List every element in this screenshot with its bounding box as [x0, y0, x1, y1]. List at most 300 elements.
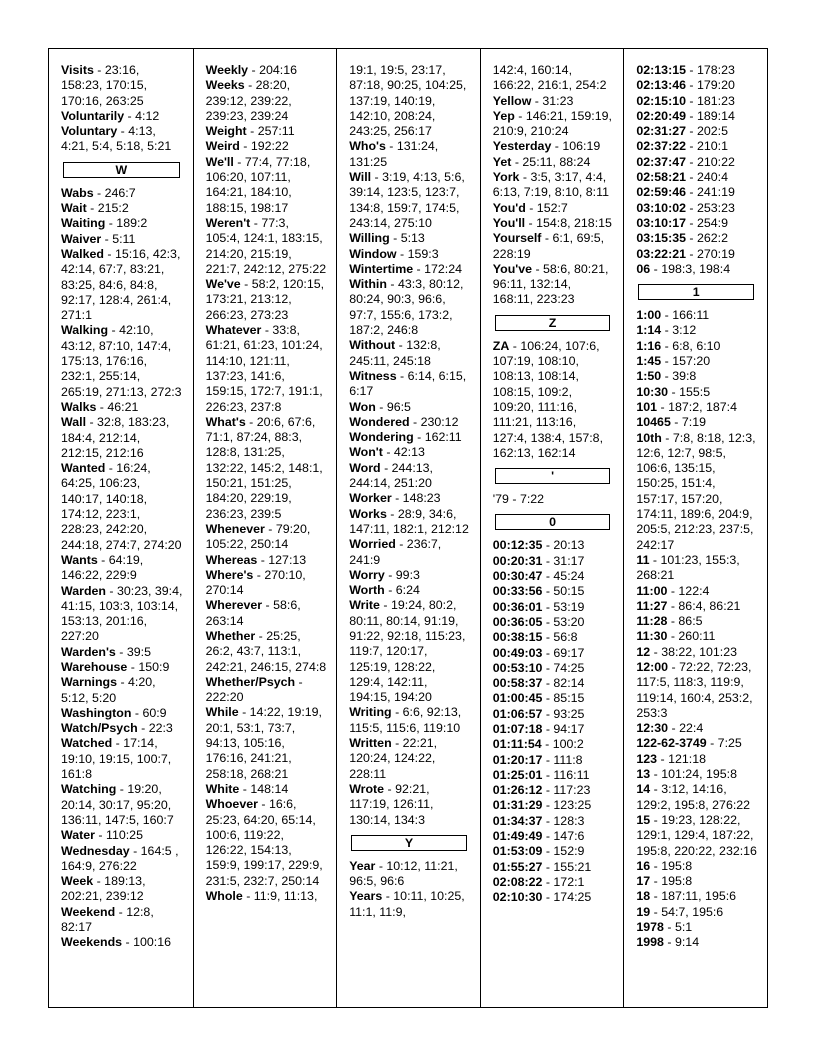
- index-term: Week: [61, 874, 94, 889]
- index-term: ZA: [492, 338, 510, 353]
- index-page-refs: 4:13, 4:21, 5:4, 5:18, 5:21: [61, 124, 172, 154]
- index-term: 13: [636, 767, 651, 782]
- index-term: Warden's: [61, 644, 116, 659]
- index-term: 15: [636, 812, 651, 827]
- index-term: Wherever: [205, 598, 263, 613]
- index-entry-weekend: Weekend - 12:8, 82:17: [61, 904, 154, 935]
- index-entry-01-34-37: 01:34:37 - 128:3: [492, 813, 585, 828]
- index-entry-weight: Weight - 257:11: [205, 124, 295, 139]
- index-term: Walks: [61, 399, 97, 414]
- index-term: 11:00: [636, 583, 668, 598]
- index-page-refs: 10:12, 11:21, 96:5, 96:6: [349, 858, 458, 889]
- index-page-refs: 31:23: [542, 93, 574, 108]
- index-page-refs: 60:9: [142, 705, 167, 720]
- index-entry-weekly: Weekly - 204:16: [205, 63, 297, 77]
- index-entry-01-53-09: 01:53:09 - 152:9: [492, 844, 585, 859]
- index-entry-york: York - 3:5, 3:17, 4:4, 6:13, 7:19, 8:10, 8:11: [492, 170, 609, 200]
- index-entry-what-s: What's - 20:6, 67:6, 71:1, 87:24, 88:3, 128:8, 131:25, 132:22, 145:2, 148:1, 150:21, 151:25, 184:20, 229:19, 236:23, 239:5: [205, 414, 323, 521]
- index-term: 02:59:46: [636, 185, 686, 200]
- index-term: Watch/Psych: [61, 721, 138, 736]
- index-term: 03:10:02: [636, 200, 686, 215]
- index-entry-02-13-15: 02:13:15 - 178:23: [636, 63, 735, 77]
- index-entry-week: Week - 189:13, 202:21, 239:12: [61, 874, 146, 904]
- index-entry-02-37-47: 02:37:47 - 210:22: [636, 154, 735, 169]
- index-term: Water: [61, 828, 95, 843]
- index-page-refs: 146:21, 159:19, 210:9, 210:24: [492, 108, 612, 139]
- index-entry-walking: Walking - 42:10, 43:12, 87:10, 147:4, 175:13, 176:16, 232:1, 255:14, 265:19, 271:13, 272:3: [61, 323, 182, 399]
- index-entry-waiver: Waiver - 5:11: [61, 231, 136, 246]
- index-entry-we-ve: We've - 58:2, 120:15, 173:21, 213:12, 266:23, 273:23: [205, 277, 325, 322]
- index-entry-18: 18 - 187:11, 195:6: [636, 889, 737, 904]
- index-term: Waiver: [61, 231, 102, 246]
- index-page-refs: 85:15: [553, 691, 585, 706]
- index-term: 02:20:49: [636, 108, 686, 123]
- index-page-refs: 246:7: [104, 185, 136, 200]
- index-entry-11-28: 11:28 - 86:5: [636, 614, 703, 629]
- index-page-refs: 152:7: [536, 200, 568, 215]
- index-term: Warden: [61, 583, 106, 598]
- index-term: Willing: [349, 231, 390, 246]
- index-page-refs: 162:11: [424, 430, 462, 445]
- index-entry-03-10-02: 03:10:02 - 253:23: [636, 200, 735, 215]
- index-term: Who's: [349, 139, 386, 154]
- index-entry-works: Works - 28:9, 34:6, 147:11, 182:1, 212:12: [349, 506, 469, 536]
- index-entry-wednesday: Wednesday - 164:5 , 164:9, 276:22: [61, 843, 179, 873]
- index-entry-warehouse: Warehouse - 150:9: [61, 659, 170, 674]
- index-page-refs: 10:11, 10:25, 11:1, 11:9,: [349, 889, 465, 919]
- index-term: Waiting: [61, 216, 106, 231]
- index-entry-wall: Wall - 32:8, 183:23, 184:4, 212:14, 212:15, 212:16: [61, 415, 170, 460]
- index-page-refs: 56:8: [553, 630, 578, 645]
- index-page-refs: 93:25: [553, 706, 585, 721]
- index-entry-12-00: 12:00 - 72:22, 72:23, 117:5, 118:3, 119:9, 119:14, 160:4, 253:2, 253:3: [636, 659, 753, 720]
- index-page-refs: 28:20, 239:12, 239:22, 239:23, 239:24: [205, 78, 292, 123]
- index-page-refs: 86:5: [678, 614, 703, 629]
- index-entry-123: 123 - 121:18: [636, 751, 706, 766]
- index-page-refs: 257:11: [257, 124, 295, 139]
- index-entry-wintertime: Wintertime - 172:24: [349, 261, 463, 276]
- index-page-refs: 202:5: [697, 124, 729, 139]
- index-entry-10-30: 10:30 - 155:5: [636, 384, 711, 399]
- index-term: 01:34:37: [492, 813, 543, 828]
- index-term: 00:49:03: [492, 645, 543, 660]
- index-page-refs: 12:8, 82:17: [61, 904, 154, 935]
- index-entry-01-06-57: 01:06:57 - 93:25: [492, 706, 585, 721]
- index-page-refs: 215:2: [97, 201, 129, 216]
- index-entry-yet: Yet - 25:11, 88:24: [492, 154, 591, 169]
- index-entry-15: 15 - 19:23, 128:22, 129:1, 129:4, 187:22, 195:8, 220:22, 232:16: [636, 812, 757, 858]
- index-entry-we-ll: We'll - 77:4, 77:18, 106:20, 107:11, 164:21, 184:10, 188:15, 198:17: [205, 154, 311, 215]
- index-page-refs: 148:14: [250, 781, 289, 796]
- index-entry-who-s: Who's - 131:24, 131:25: [349, 139, 439, 169]
- index-entry-worth: Worth - 6:24: [349, 583, 420, 598]
- index-page-refs: 147:6: [553, 829, 585, 844]
- index-term: Weekend: [61, 904, 116, 919]
- index-page-refs: 33:8, 61:21, 61:23, 101:24, 114:10, 121:11, 137:23, 141:6, 159:15, 172:7, 191:1, 226:23, 237:8: [205, 323, 323, 414]
- index-term: 1:00: [636, 308, 662, 323]
- index-page-refs: 25:11, 88:24: [522, 154, 591, 169]
- index-page-refs: 58:6, 80:21, 96:11, 132:14, 168:11, 223:23: [492, 261, 609, 307]
- index-term: 02:37:47: [636, 154, 686, 169]
- index-term: Warnings: [61, 675, 117, 690]
- index-entry-wanted: Wanted - 16:24, 64:25, 106:23, 140:17, 140:18, 174:12, 223:1, 228:23, 242:20, 244:18, 274:7, 274:20: [61, 461, 182, 552]
- index-page-refs: 189:14: [697, 108, 735, 123]
- index-term: Whole: [205, 889, 243, 904]
- index-page-refs: 210:1: [697, 139, 729, 154]
- index-term: Walked: [61, 246, 104, 261]
- index-term: 00:36:01: [492, 599, 543, 614]
- index-term: Whenever: [205, 521, 265, 536]
- index-page-refs: 159:3: [407, 246, 439, 261]
- index-entry-voluntarily: Voluntarily - 4:12: [61, 108, 160, 123]
- index-page-refs: 270:19: [697, 246, 735, 261]
- index-page-refs: 19:20, 20:14, 30:17, 95:20, 136:11, 147:5, 160:7: [61, 782, 174, 827]
- index-page-refs: 11:9, 11:13,: [253, 889, 318, 904]
- index-term: 00:12:35: [492, 538, 543, 553]
- index-page-refs: 22:21, 120:24, 124:22, 228:11: [349, 736, 438, 781]
- index-page-refs: 172:1: [553, 874, 585, 889]
- index-term: 01:31:29: [492, 798, 543, 813]
- index-term: 02:15:10: [636, 93, 686, 108]
- index-term: Wants: [61, 552, 98, 567]
- index-term: You've: [492, 261, 532, 276]
- index-page-refs: 240:4: [697, 170, 729, 185]
- index-entry-whoever: Whoever - 16:6, 25:23, 64:20, 65:14, 100:6, 119:22, 126:22, 154:13, 159:9, 199:17, 229:9, 231:5, 232:7, 250:14: [205, 797, 323, 888]
- index-page-refs: 121:18: [668, 751, 706, 766]
- index-page-refs: 100:2: [552, 737, 584, 752]
- index-term: Yep: [492, 108, 515, 123]
- index-term: Warehouse: [61, 659, 128, 674]
- index-entry-101: 101 - 187:2, 187:4: [636, 399, 737, 414]
- index-page-refs: 101:23, 155:3, 268:21: [636, 552, 740, 583]
- index-term: 01:49:49: [492, 829, 543, 844]
- index-term: Wait: [61, 201, 87, 216]
- index-entry-wants: Wants - 64:19, 146:22, 229:9: [61, 552, 144, 583]
- index-term: Walking: [61, 323, 109, 338]
- index-term: 17: [636, 874, 651, 889]
- index-term: Weeks: [205, 78, 245, 93]
- index-page-refs: 99:3: [395, 567, 420, 582]
- index-term: White: [205, 781, 240, 796]
- index-term: 1:16: [636, 338, 662, 353]
- index-term: Will: [349, 170, 372, 185]
- index-entry-01-25-01: 01:25:01 - 116:11: [492, 767, 590, 782]
- index-term: 00:58:37: [492, 676, 543, 691]
- index-entry-01-07-18: 01:07:18 - 94:17: [492, 721, 585, 736]
- index-term: 16: [636, 858, 651, 873]
- index-term: Word: [349, 460, 381, 475]
- index-page-refs: 20:13: [553, 538, 585, 553]
- index-term: Watching: [61, 782, 117, 797]
- index-column-1: [49, 49, 193, 1007]
- index-page: [48, 48, 768, 1008]
- index-page-refs: 157:20: [672, 354, 711, 369]
- index-term: 00:33:56: [492, 584, 543, 599]
- index-term: Year: [349, 858, 376, 873]
- index-entry-10465: 10465 - 7:19: [636, 415, 706, 430]
- index-term: 01:07:18: [492, 721, 543, 736]
- index-term: Wednesday: [61, 843, 130, 858]
- index-column-4: [480, 49, 624, 1007]
- index-page-refs: 117:23: [553, 783, 591, 798]
- index-entry-worker: Worker - 148:23: [349, 491, 441, 506]
- index-page-refs: 204:16: [259, 63, 297, 77]
- index-page-refs: 16:6, 25:23, 64:20, 65:14, 100:6, 119:22, 126:22, 154:13, 159:9, 199:17, 229:9, 231:5, 232:7, 250:14: [205, 797, 323, 888]
- index-entry-17: 17 - 195:8: [636, 874, 693, 889]
- index-term: We'll: [205, 154, 234, 169]
- index-term: Worth: [349, 583, 385, 598]
- index-term: 00:20:31: [492, 553, 543, 568]
- letter-section-header: Z: [495, 315, 611, 331]
- index-page-refs: 210:22: [697, 154, 735, 169]
- index-page-refs: 260:11: [678, 629, 716, 644]
- index-page-refs: 77:4, 77:18, 106:20, 107:11, 164:21, 184:10, 188:15, 198:17: [205, 154, 311, 215]
- index-term: 00:53:10: [492, 660, 543, 675]
- index-term: Yellow: [492, 93, 532, 108]
- index-entry-will: Will - 3:19, 4:13, 5:6, 39:14, 123:5, 123:7, 134:8, 159:7, 174:5, 243:14, 275:10: [349, 170, 465, 230]
- index-term: Witness: [349, 368, 397, 383]
- index-term: 11:27: [636, 598, 668, 613]
- index-term: Whatever: [205, 323, 262, 338]
- index-term: Visits: [61, 63, 94, 77]
- index-page-refs: 230:12: [420, 414, 459, 429]
- index-page-refs: 79:20, 105:22, 250:14: [205, 521, 311, 552]
- index-page-refs: 6:1, 69:5, 228:19: [492, 231, 605, 261]
- index-entry-03-22-21: 03:22:21 - 270:19: [636, 246, 735, 261]
- index-page-refs: 5:11: [112, 231, 136, 246]
- index-page-refs: 77:3, 105:4, 124:1, 183:15, 214:20, 215:19, 221:7, 242:12, 275:22: [205, 215, 327, 276]
- index-term: Writing: [349, 705, 392, 720]
- index-entry-warden: Warden - 30:23, 39:4, 41:15, 103:3, 103:14, 153:13, 201:16, 227:20: [61, 583, 183, 644]
- index-term: 01:55:27: [492, 859, 543, 874]
- index-term: 1:50: [636, 369, 662, 384]
- index-page-refs: 236:7, 241:9: [349, 537, 442, 567]
- index-entry-02-58-21: 02:58:21 - 240:4: [636, 170, 729, 185]
- index-term: Weekends: [61, 935, 123, 950]
- index-entry-watch-psych: Watch/Psych - 22:3: [61, 721, 173, 736]
- index-entry-voluntary: Voluntary - 4:13, 4:21, 5:4, 5:18, 5:21: [61, 124, 172, 154]
- index-entry-blank: [349, 63, 470, 139]
- index-term: Weren't: [205, 215, 251, 230]
- index-entry-whether: Whether - 25:25, 26:2, 43:7, 113:1, 242:21, 246:15, 274:8: [205, 628, 327, 674]
- index-entry-wondering: Wondering - 162:11: [349, 430, 462, 445]
- index-entry-you-ll: You'll - 154:8, 218:15: [492, 215, 612, 230]
- index-term: What's: [205, 414, 246, 429]
- index-page-refs: 152:9: [553, 844, 585, 859]
- index-term: Weekly: [205, 63, 249, 77]
- index-term: 10:30: [636, 384, 669, 399]
- index-page-refs: 22:3: [148, 721, 173, 736]
- index-entry-whenever: Whenever - 79:20, 105:22, 250:14: [205, 521, 311, 552]
- index-entry-visits: Visits - 23:16, 158:23, 170:15, 170:16, 263:25: [61, 63, 148, 108]
- index-term: Worried: [349, 537, 396, 552]
- index-entry-16: 16 - 195:8: [636, 858, 693, 873]
- index-entry-watched: Watched - 17:14, 19:10, 19:15, 100:7, 161:8: [61, 736, 172, 782]
- index-term: Wabs: [61, 185, 94, 200]
- index-term: 00:36:05: [492, 614, 543, 629]
- index-term: 11:30: [636, 629, 668, 644]
- index-entry-02-37-22: 02:37:22 - 210:1: [636, 139, 729, 154]
- index-page-refs: 181:23: [697, 93, 735, 108]
- index-page-refs: 189:2: [116, 216, 148, 231]
- index-page-refs: 38:22, 101:23: [661, 644, 737, 659]
- index-page-refs: 198:3, 198:4: [661, 261, 731, 276]
- index-term: Worry: [349, 567, 385, 582]
- index-entry-03-10-17: 03:10:17 - 254:9: [636, 215, 729, 230]
- index-term: Whether: [205, 628, 256, 643]
- index-entry-warnings: Warnings - 4:20, 5:12, 5:20: [61, 675, 156, 705]
- index-term: Voluntarily: [61, 108, 125, 123]
- index-page-refs: 195:8: [661, 874, 693, 889]
- index-term: 01:53:09: [492, 844, 543, 859]
- index-entry-won: Won - 96:5: [349, 399, 411, 414]
- index-page-refs: 86:4, 86:21: [678, 598, 741, 613]
- index-term: While: [205, 705, 239, 720]
- index-page-refs: 7:8, 8:18, 12:3, 12:6, 12:7, 98:5, 106:6, 135:15, 150:25, 151:4, 157:17, 157:20, 174:11, 189:6, 204:9, 205:5, 212:23, 237:5, 242:17: [636, 430, 756, 552]
- index-term: Weight: [205, 124, 247, 139]
- index-entry-window: Window - 159:3: [349, 246, 439, 261]
- index-page-refs: 50:15: [553, 584, 585, 599]
- index-entry-01-11-54: 01:11:54 - 100:2: [492, 737, 584, 752]
- index-entry-water: Water - 110:25: [61, 828, 143, 843]
- index-term: Won't: [349, 445, 383, 460]
- index-term: Write: [349, 598, 380, 613]
- index-page-refs: 122:4: [678, 583, 710, 598]
- index-entry-weekends: Weekends - 100:16: [61, 935, 171, 950]
- index-entry-00-12-35: 00:12:35 - 20:13: [492, 538, 585, 553]
- index-page-refs: 72:22, 72:23, 117:5, 118:3, 119:9, 119:14, 160:4, 253:2, 253:3: [636, 659, 753, 720]
- index-term: Written: [349, 736, 392, 751]
- letter-section-header: ': [495, 468, 611, 484]
- index-entry-year: Year - 10:12, 11:21, 96:5, 96:6: [349, 858, 458, 889]
- index-term: 01:26:12: [492, 783, 543, 798]
- index-entry-yourself: Yourself - 6:1, 69:5, 228:19: [492, 231, 605, 261]
- index-page-refs: 155:5: [679, 384, 711, 399]
- index-page-refs: 46:21: [107, 399, 139, 414]
- index-page-refs: 19:1, 19:5, 23:17, 87:18, 90:25, 104:25, 137:19, 140:19, 142:10, 208:24, 243:25, 256:17: [349, 63, 467, 139]
- index-entry-1-14: 1:14 - 3:12: [636, 323, 697, 338]
- index-entry-wait: Wait - 215:2: [61, 201, 129, 216]
- index-entry-11-30: 11:30 - 260:11: [636, 629, 716, 644]
- index-term: Yet: [492, 154, 512, 169]
- index-term: 122-62-3749: [636, 736, 707, 751]
- index-term: Years: [349, 889, 383, 904]
- index-page-refs: 4:20, 5:12, 5:20: [61, 675, 156, 705]
- index-page-refs: 20:6, 67:6, 71:1, 87:24, 88:3, 128:8, 131:25, 132:22, 145:2, 148:1, 150:21, 151:25, 184:20, 229:19, 236:23, 239:5: [205, 414, 323, 521]
- index-page-refs: 178:23: [697, 63, 735, 77]
- index-page-refs: 127:13: [268, 552, 307, 567]
- index-entry-weren-t: Weren't - 77:3, 105:4, 124:1, 183:15, 214:20, 215:19, 221:7, 242:12, 275:22: [205, 215, 327, 276]
- index-term: 02:37:22: [636, 139, 686, 154]
- index-page-refs: 4:12: [135, 108, 160, 123]
- index-page-refs: 189:13, 202:21, 239:12: [61, 874, 146, 904]
- index-page-refs: 32:8, 183:23, 184:4, 212:14, 212:15, 212:16: [61, 415, 170, 460]
- index-page-refs: 3:19, 4:13, 5:6, 39:14, 123:5, 123:7, 134:8, 159:7, 174:5, 243:14, 275:10: [349, 170, 465, 230]
- index-page-refs: 187:2, 187:4: [668, 399, 737, 414]
- index-page-refs: 132:8, 245:11, 245:18: [349, 338, 441, 368]
- index-entry-wherever: Wherever - 58:6, 263:14: [205, 598, 301, 628]
- index-term: You'd: [492, 200, 526, 215]
- index-page-refs: 30:23, 39:4, 41:15, 103:3, 103:14, 153:13, 201:16, 227:20: [61, 583, 183, 644]
- index-term: Wrote: [349, 781, 385, 796]
- index-page-refs: 53:19: [553, 599, 585, 614]
- index-entry-write: Write - 19:24, 80:2, 80:11, 80:14, 91:19, 91:22, 92:18, 115:23, 119:7, 120:17, 125:19, 128:22, 129:4, 142:11, 194:15, 194:20: [349, 598, 466, 705]
- index-entry-whatever: Whatever - 33:8, 61:21, 61:23, 101:24, 114:10, 121:11, 137:23, 141:6, 159:15, 172:7, 191:1, 226:23, 237:8: [205, 323, 323, 414]
- index-term: 11:28: [636, 614, 668, 629]
- index-entry-you-d: You'd - 152:7: [492, 200, 568, 215]
- index-page-refs: 92:21, 117:19, 126:11, 130:14, 134:3: [349, 781, 434, 827]
- index-page-refs: 254:9: [697, 215, 729, 230]
- index-entry-where-s: Where's - 270:10, 270:14: [205, 567, 306, 598]
- index-term: Wintertime: [349, 261, 414, 276]
- index-entry-wabs: Wabs - 246:7: [61, 185, 136, 200]
- index-term: Worker: [349, 491, 392, 506]
- index-term: 03:15:35: [636, 231, 686, 246]
- index-page-refs: 39:8: [672, 369, 697, 384]
- index-page-refs: 128:3: [553, 813, 585, 828]
- index-term: 01:11:54: [492, 737, 542, 752]
- index-term: 06: [636, 261, 651, 276]
- index-entry-01-00-45: 01:00:45 - 85:15: [492, 691, 585, 706]
- index-entry-02-59-46: 02:59:46 - 241:19: [636, 185, 735, 200]
- index-page-refs: 6:14, 6:15, 6:17: [349, 368, 467, 399]
- index-column-2: [193, 49, 337, 1007]
- index-page-refs: 39:5: [126, 644, 151, 659]
- index-term: 11: [636, 552, 650, 567]
- index-page-refs: 174:25: [553, 890, 592, 905]
- index-entry-02-08-22: 02:08:22 - 172:1: [492, 874, 585, 889]
- index-term: Weird: [205, 139, 240, 154]
- index-entry-11-27: 11:27 - 86:4, 86:21: [636, 598, 741, 613]
- index-entry-word: Word - 244:13, 244:14, 251:20: [349, 460, 433, 491]
- index-entry-blank: [493, 492, 614, 507]
- index-entry-won-t: Won't - 42:13: [349, 445, 425, 460]
- index-term: 02:13:46: [636, 78, 686, 93]
- index-entry-yep: Yep - 146:21, 159:19, 210:9, 210:24: [492, 108, 612, 139]
- index-entry-00-36-01: 00:36:01 - 53:19: [492, 599, 585, 614]
- index-entry-00-30-47: 00:30:47 - 45:24: [492, 569, 585, 584]
- letter-section-header: Y: [351, 835, 467, 851]
- index-page-refs: 164:5 , 164:9, 276:22: [61, 843, 179, 873]
- index-entry-within: Within - 43:3, 80:12, 80:24, 90:3, 96:6, 97:7, 155:6, 173:2, 187:2, 246:8: [349, 277, 464, 338]
- index-entry-years: Years - 10:11, 10:25, 11:1, 11:9,: [349, 889, 465, 919]
- index-page-refs: 111:8: [553, 752, 583, 767]
- index-term: 02:13:15: [636, 63, 686, 77]
- index-column-3: [336, 49, 480, 1007]
- index-term: Works: [349, 506, 387, 521]
- index-entry-watching: Watching - 19:20, 20:14, 30:17, 95:20, 136:11, 147:5, 160:7: [61, 782, 174, 827]
- letter-section-header: 1: [638, 284, 754, 300]
- index-term: 12:30: [636, 721, 669, 736]
- index-entry-waiting: Waiting - 189:2: [61, 216, 148, 231]
- index-page-refs: 5:13: [400, 231, 425, 246]
- index-entry-za: ZA - 106:24, 107:6, 107:19, 108:10, 108:13, 108:14, 108:15, 109:2, 109:20, 111:16, 111:21, 113:16, 127:4, 138:4, 157:8, 162:13, 162:14: [492, 338, 604, 460]
- index-term: 1:14: [636, 323, 662, 338]
- index-page-refs: 172:24: [424, 261, 463, 276]
- index-term: Won: [349, 399, 376, 414]
- index-page-refs: 116:11: [553, 767, 590, 782]
- index-page-refs: 154:8, 218:15: [536, 215, 612, 230]
- index-column-5: [623, 49, 767, 1007]
- index-entry-10th: 10th - 7:8, 8:18, 12:3, 12:6, 12:7, 98:5, 106:6, 135:15, 150:25, 151:4, 157:17, 157:20, 174:11, 189:6, 204:9, 205:5, 212:23, 237:5, 242:17: [636, 430, 756, 552]
- index-page-refs: 53:20: [553, 614, 585, 629]
- index-page-refs: 5:1: [674, 920, 693, 935]
- index-page-refs: '79 - 7:22: [492, 492, 545, 507]
- index-page-refs: 31:17: [553, 553, 585, 568]
- index-entry-02-13-46: 02:13:46 - 179:20: [636, 78, 735, 93]
- index-page-refs: 262:2: [697, 231, 729, 246]
- index-entry-yellow: Yellow - 31:23: [492, 93, 574, 108]
